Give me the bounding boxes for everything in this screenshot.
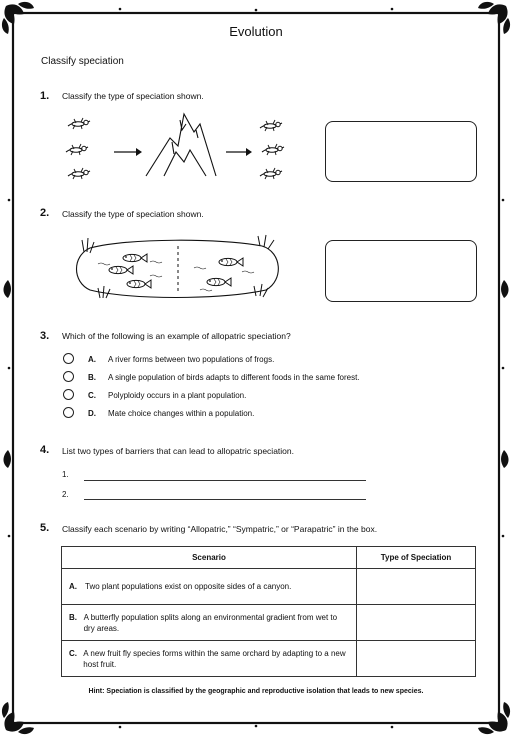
fish-group-left-icon [109,254,151,288]
row-letter: A. [69,582,77,591]
scenario-cell [62,569,357,605]
arrow-right-icon [114,148,142,156]
answer-line-1-label: 1. [62,470,69,479]
question-5-number: 5. [40,522,50,534]
hint-text: Hint: Speciation is classified by the geographic and reproductive isolation that leads to new species. [88,688,424,695]
scenario-text: A butterfly population splits along an environmental gradient from wet to dry areas. [83,612,338,633]
option-a-text: A river forms between two populations of frogs. [108,355,275,364]
mountain-icon [146,114,216,176]
scenario-table [61,546,476,677]
table-header-row [62,547,476,569]
allopatric-mountain-illustration [60,110,315,188]
table-row [62,641,476,677]
option-d-radio[interactable] [63,407,74,418]
question-3-number: 3. [40,330,50,342]
type-answer-cell[interactable] [357,641,476,677]
option-b-text: A single population of birds adapts to different foods in the same forest. [108,373,360,382]
question-1-text: Classify the type of speciation shown. [62,91,204,101]
option-c-text: Polyploidy occurs in a plant population. [108,391,247,400]
pond-fish-illustration [70,232,285,304]
option-d-letter: D. [88,409,96,418]
question-1-answer-box[interactable] [325,121,477,182]
question-2-text: Classify the type of speciation shown. [62,209,204,219]
type-answer-cell[interactable] [357,605,476,641]
scenario-text: A new fruit fly species forms within the same orchard by adapting to a new host fruit. [83,648,346,669]
table-row [62,605,476,641]
answer-line-2-label: 2. [62,490,69,499]
question-4-number: 4. [40,444,50,456]
scenario-text: Two plant populations exist on opposite sides of a canyon. [85,582,292,591]
question-4-text: List two types of barriers that can lead to allopatric speciation. [62,446,294,456]
fish-group-right-icon [207,258,243,286]
lizard-population-right-icon [260,120,284,179]
answer-line-2[interactable] [84,499,366,500]
option-a-letter: A. [88,355,96,364]
pond-outline [77,240,279,297]
row-letter: B. [69,612,77,622]
scenario-column-header: Scenario [62,547,357,569]
lizard-population-left-icon [66,118,90,179]
answer-line-1[interactable] [84,480,366,481]
type-column-header: Type of Speciation [357,547,476,569]
option-b-letter: B. [88,373,96,382]
question-2-answer-box[interactable] [325,240,477,302]
table-row [62,569,476,605]
page-title: Evolution [229,24,283,39]
page-subtitle: Classify speciation [41,56,124,67]
question-2-number: 2. [40,207,50,219]
option-c-radio[interactable] [63,389,74,400]
scenario-cell [62,605,357,641]
row-letter: C. [69,648,77,658]
option-b-radio[interactable] [63,371,74,382]
scenario-cell [62,641,357,677]
option-c-letter: C. [88,391,96,400]
option-d-text: Mate choice changes within a population. [108,409,255,418]
question-1-number: 1. [40,90,50,102]
question-5-text: Classify each scenario by writing “Allopatric,” “Sympatric,” or “Parapatric” in the box. [62,524,378,534]
type-answer-cell[interactable] [357,569,476,605]
arrow-right-icon [226,148,252,156]
option-a-radio[interactable] [63,353,74,364]
question-3-text: Which of the following is an example of allopatric speciation? [62,331,291,341]
